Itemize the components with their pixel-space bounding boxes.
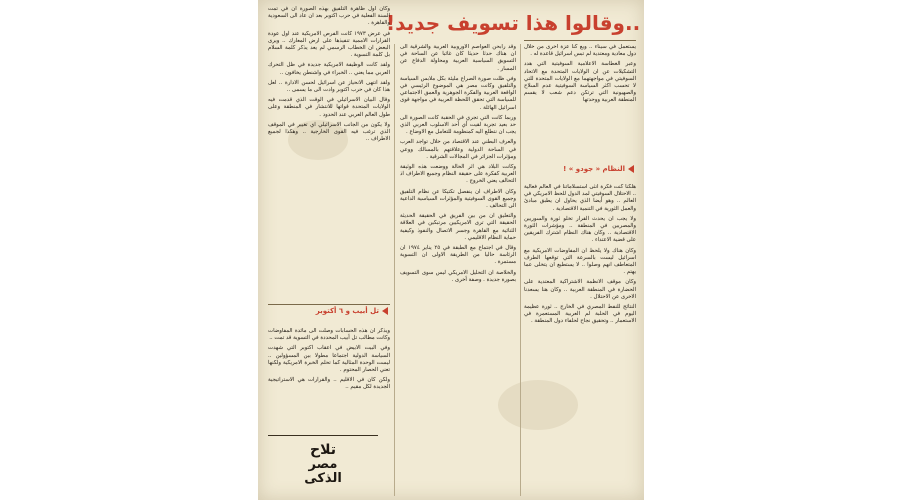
headline-rule (524, 40, 636, 41)
paragraph: وكان اول ظاهرة التلفيق بهذه الصورة ان في تمت السنة الفعلية في حرب اكتوبر بعد ان عاد الى السعودية والقاهرة . (268, 6, 390, 27)
paragraph: وكانت البلاد هي اثر الحالة ووضعت هذه الوثيقة العربية كفكرة على حقيقة النظام وجميع الاطراف اذ التحالف يعني الخروج . (400, 164, 516, 185)
paragraph: والعرف البطني عند الاقتصاد من خلال تواجد العرب في الساحة الدولية وعلاقتهم بالمسالك ووعي ومؤثرات الجزائر في المجالات الشرقية . (400, 139, 516, 160)
paragraph: والخلاصة ان التحليل الامريكي ليس سوى التسويف بصورة جديدة . وصفة أخرى . (400, 269, 516, 283)
series-logo (268, 435, 378, 492)
paragraph: وربما كانت التي تجري في الحقبة كانت الصورة الى حد بعيد تجربة لقيت أي أحد الاسلوب العربي الذي يجب ان نتطلع اليه كمنظومة للتعامل مع الاوضاع . (400, 114, 516, 136)
logo-line: مصر (308, 456, 338, 472)
paragraph: وكان موقف الانظمة الاشتراكية المعتدية على الحضارة في المنطقة العربية .. وكان هنا يسعدنا الاخرى عن الاحتلال . (524, 279, 636, 300)
paragraph: في عرض ١٩٧٣ كانت الفرص الامريكية عند اول عودة القرارات الاممية تنفيذها على ارض المعارك .. ويرى البعض ان الخطاب الرسمي لم يعد يذكر كلمة السلام بل كلمة التسوية . (268, 30, 390, 59)
column-divider (520, 44, 521, 496)
paragraph: وفي البيت الابيض في اعقاب اكتوبر التي شهدت السياسة الدولية اجتماعا مطولا بين المسؤولين .. ليست الوحدة المثالية كما تحلم الخبرة الامريكية ولكنها تعني الحصار المحتوم . (268, 345, 390, 374)
paragraph: ويذكر ان هذه الحسابات وصلت الى مائدة المفاوضات وكانت مطالب تل أبيب المحددة في التسوية قد تمت .. (268, 328, 390, 342)
paragraph: هلكنا كنت فكرة أنثى استسلاماتنا في العالم فعالية .. الاحتلال السوفيتي لمد الدول للحظ الامريكي في العالم .. وهو أيضا الذي يحاول ان يطبق مبادئ والعمل الثورية في التنمية الاقتصادية . (524, 184, 636, 212)
paragraph: النتائج للنفط المصري في الخارج .. ثورة عظيمة اليوم في الحلبة لم العربية المستعمرة في الاستعمار .. وتحقيق نجاح لحلفاء دول المنطقة . (524, 304, 636, 325)
paragraph: ولكن كان في الاقليم .. والقرارات هي الاستراتيجية الجديدة لكل مقيم .. (268, 377, 390, 391)
logo-line: تلاح (310, 441, 336, 458)
paragraph: ولقد انتهى الانحياز عن اسرائيل لحسن الادارة .. لعل هذا كان في حرب اكتوبر وادت الى ما يسمى .. (268, 79, 390, 94)
paragraph: يستعمل في سيناء .. ويع كنا عزة أخرى من خلال دول معادية ومعتدية لم تبس اسرائيل قاعدة له . (524, 44, 636, 58)
magazine-page (258, 0, 644, 500)
paragraph: وفي ظلت صورة الصراع مليئة بكل ملابس السياسة والتلفيق وكانت مصر هي الموضوع الرئيسي في الواقعة العربية والفكرة الجوهرية والعمق الاجتماعي للسياسة التي تحقق اللحظة العربية في مواجهة قوى اسرائيل الهائلة . (400, 75, 516, 111)
paragraph: وقد رابحن العواصم الاوروبية العربية والشرقية الى ان هناك حدثا حديثا كان غائبا عن الساحة في التسويق السياسية العربية ومحاولة الدفاع عن المسار . (400, 44, 516, 72)
column-right-top (524, 44, 636, 154)
column-middle (400, 44, 516, 496)
paragraph: وعبر الغطاسة الاعلامية السوفيتية التي هدد التشكيلات عن ان الولايات المتحدة مع الاتحاد السوفيتي في مواجهتهما مع الولايات المتحدة للتي لا تحسب اكثر السياسة السوفيتية عدم السلاح والصهيونية التي ترتكن دعم شعب لا يقسم المنطقة العربية ووحدتها (524, 61, 636, 104)
triangle-marker-icon (382, 307, 388, 315)
article-headline: ..وقالوا هذا تسويف جديد! (386, 11, 641, 35)
paragraph: وقال البيان الاسرائيلي في الوقت الذي قدمت فيه الولايات المتحدة قواتها للانتشار في المنطقة وعلى طول العالم العربي عند الحدود . (268, 97, 390, 118)
column-left-top (268, 6, 390, 301)
column-left-bottom (268, 328, 390, 434)
paragraph: والتعليق ان من بين الفريق في الحقيقة الحديثة الحقيقة التي ترى الامريكيين مرتبكين في العلاقة الثنائية مع القاهرة وجسر الاتصال والنفوذ وكيفية حماية النظام الاقليمي . (400, 213, 516, 241)
subhead-rule (268, 304, 390, 305)
subhead-tel-aviv: تل أبيب و ٦ أكتوبر (316, 307, 388, 315)
column-right-bottom (524, 184, 636, 496)
paragraph: وكان هناك ولا يلحظ ان المفاوضات الامريكية مع اسرائيل ليست بالسرعة التي توقعها الطرف المتعاطف انهم وصلوا .. لا يستطيع ان يتخلى عما يهتم . (524, 247, 636, 276)
logo-line: الذكى (304, 470, 342, 486)
paragraph: وقال في اجتماع مع الطبقة في ٢٥ يناير ١٩٧٤ ان الرئاسة حاليا من الطريقة الاولى ان التسوية مستمرة . (400, 245, 516, 266)
column-divider (394, 44, 395, 496)
paragraph: ولا يجب ان يحدث القرار تخلو ثورة والسوريين والمصريين في المنطقة .. ومؤشرات الثورة الاقتصادية .. وكان هناك النظام اشترك الفريقين على قضية الاعتداء . (524, 215, 636, 244)
triangle-marker-icon (628, 165, 634, 173)
subhead-judo: النظام « جودو » ! (563, 165, 634, 173)
paragraph: ولا يكون من الجانب الاسرائيلي اي تغيير في الموقف الذي ترغب فيه القوى الخارجية .. وهكذا لجميع الاطراف .. (268, 121, 390, 143)
paragraph: ولقد كانت الوظيفة الامريكية جديدة في ظل التحرك العربي مما يعني .. الخبراء في واشنطن يخافون .. (268, 62, 390, 76)
paragraph: وكان الاطراف ان ينفصل تكتيكا عن نظام التلفيق وجميع القوى السوفيتية والمؤثرات السياسية الداعية الى التحالف . (400, 188, 516, 210)
